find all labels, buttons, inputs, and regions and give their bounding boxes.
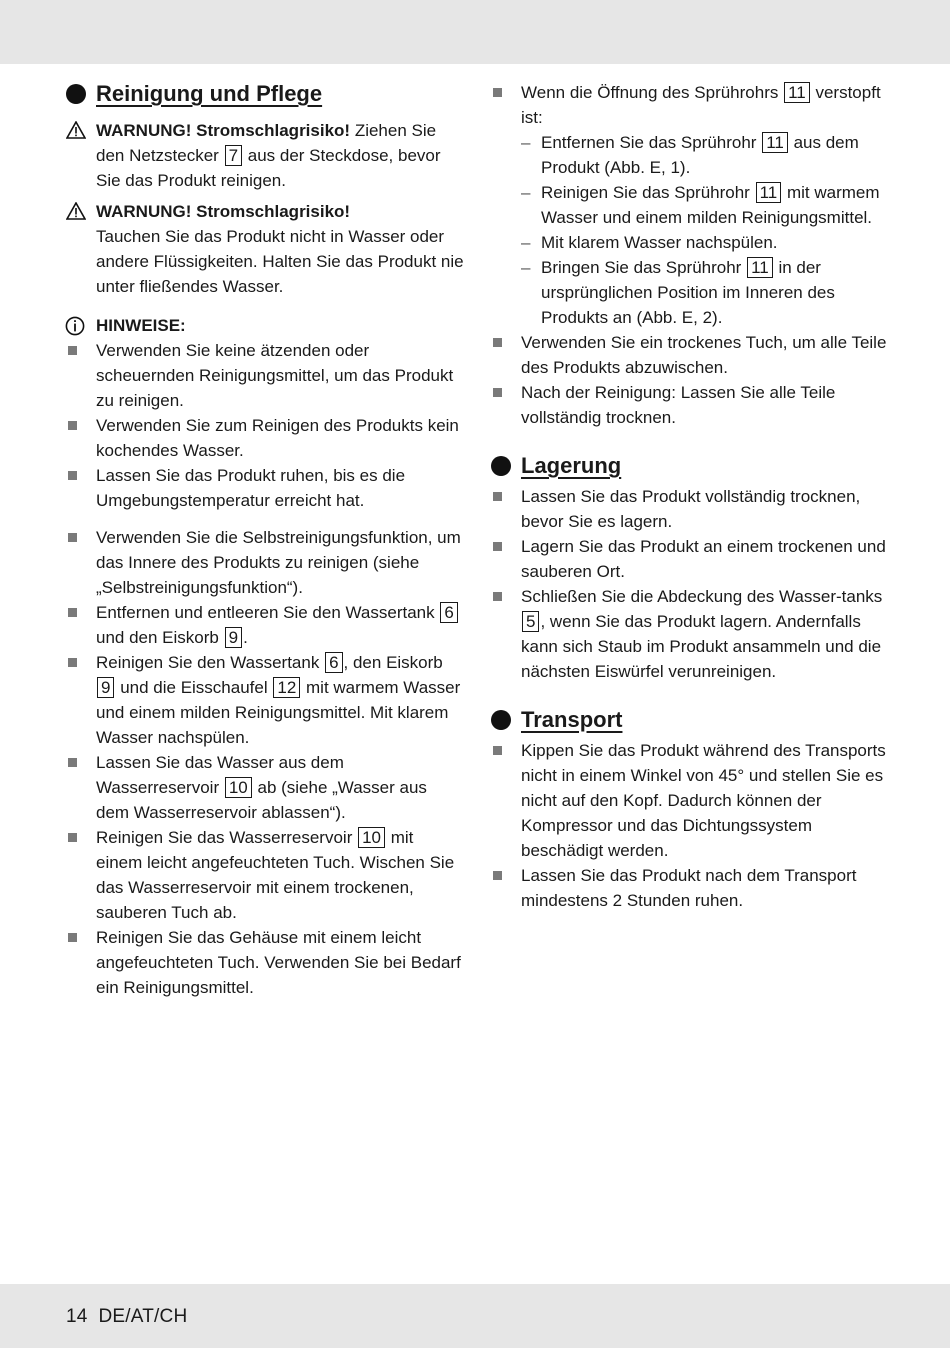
part-number: 12 bbox=[273, 677, 300, 698]
page-number: 14 bbox=[66, 1306, 88, 1327]
part-number: 11 bbox=[747, 257, 773, 278]
part-number: 9 bbox=[225, 627, 242, 648]
part-number: 11 bbox=[756, 182, 782, 203]
list-item: Entfernen und entleeren Sie den Wassertank 6 und den Eiskorb 9 . bbox=[64, 600, 464, 650]
part-number: 5 bbox=[522, 611, 539, 632]
list-item: Verwenden Sie ein trockenes Tuch, um alle Teile des Produkts abzuwischen. bbox=[489, 330, 889, 380]
list-item: Lassen Sie das Produkt nach dem Transport mindestens 2 Stunden ruhen. bbox=[489, 863, 889, 913]
section-title-cleaning: Reinigung und Pflege bbox=[64, 80, 464, 108]
part-number: 6 bbox=[325, 652, 342, 673]
warning-block: WARNUNG! Stromschlagrisiko! Ziehen Sie den Netzstecker 7 aus der Steckdose, bevor Sie das Produkt reinigen. bbox=[64, 118, 464, 193]
part-number: 11 bbox=[784, 82, 810, 103]
cleaning-steps-list-end bbox=[489, 330, 889, 430]
warning-triangle-icon bbox=[66, 202, 86, 220]
sub-list-item: – Bringen Sie das Sprührohr 11 in der ursprünglichen Position im Inneren des Produkts an (Abb. E, 2). bbox=[489, 255, 889, 330]
header-bar bbox=[0, 0, 950, 64]
cleaning-steps-list bbox=[64, 525, 464, 1000]
warning-block: WARNUNG! Stromschlagrisiko! Tauchen Sie das Produkt nicht in Wasser oder andere Flüssigkeiten. Halten Sie das Produkt nie unter fließendes Wasser. bbox=[64, 199, 464, 299]
notes-list bbox=[64, 338, 464, 513]
part-number: 11 bbox=[762, 132, 788, 153]
list-item: Lassen Sie das Wasser aus dem Wasserreservoir 10 ab (siehe „Wasser aus dem Wasserreservoir ablassen“). bbox=[64, 750, 464, 825]
part-number: 6 bbox=[440, 602, 457, 623]
list-item: Nach der Reinigung: Lassen Sie alle Teile vollständig trocknen. bbox=[489, 380, 889, 430]
sub-steps-list bbox=[489, 130, 889, 330]
list-item: Reinigen Sie das Wasserreservoir 10 mit einem leicht angefeuchteten Tuch. Wischen Sie das Wasserreservoir mit einem trockenen, sauberen Tuch ab. bbox=[64, 825, 464, 925]
region-label: DE/AT/CH bbox=[98, 1306, 188, 1327]
list-item: Lassen Sie das Produkt ruhen, bis es die Umgebungstemperatur erreicht hat. bbox=[64, 463, 464, 513]
list-item: Lassen Sie das Produkt vollständig trocknen, bevor Sie es lagern. bbox=[489, 484, 889, 534]
list-item: Verwenden Sie die Selbstreinigungsfunktion, um das Innere des Produkts zu reinigen (siehe „Selbstreinigungsfunktion“). bbox=[64, 525, 464, 600]
list-item: Kippen Sie das Produkt während des Transports nicht in einem Winkel von 45° und stellen Sie es nicht auf den Kopf. Dadurch können der Kompressor und das Dichtungssystem beschädigt werden. bbox=[489, 738, 889, 863]
section-title-storage: Lagerung bbox=[489, 452, 889, 480]
left-column bbox=[64, 80, 464, 1000]
cleaning-steps-list-continued bbox=[489, 80, 889, 130]
section-title-transport: Transport bbox=[489, 706, 889, 734]
bullet-circle-icon bbox=[491, 456, 511, 476]
sub-list-item: – Entfernen Sie das Sprührohr 11 aus dem Produkt (Abb. E, 1). bbox=[489, 130, 889, 180]
right-column bbox=[489, 80, 889, 913]
list-item: Schließen Sie die Abdeckung des Wasser-tanks 5 , wenn Sie das Produkt lagern. Andernfalls kann sich Staub im Produkt ansammeln und die nächsten Eiswürfel verunreinigen. bbox=[489, 584, 889, 684]
page-footer bbox=[66, 1304, 187, 1329]
part-number: 7 bbox=[225, 145, 242, 166]
storage-list bbox=[489, 484, 889, 684]
notes-heading: HINWEISE: bbox=[64, 313, 464, 338]
transport-list bbox=[489, 738, 889, 913]
list-item: Reinigen Sie das Gehäuse mit einem leicht angefeuchteten Tuch. Verwenden Sie bei Bedarf ein Reinigungsmittel. bbox=[64, 925, 464, 1000]
info-icon bbox=[65, 316, 85, 336]
warning-triangle-icon bbox=[66, 121, 86, 139]
list-item: Wenn die Öffnung des Sprührohrs 11 verstopft ist: bbox=[489, 80, 889, 130]
list-item: Verwenden Sie keine ätzenden oder scheuernden Reinigungsmittel, um das Produkt zu reinigen. bbox=[64, 338, 464, 413]
part-number: 10 bbox=[358, 827, 385, 848]
list-item: Reinigen Sie den Wassertank 6 , den Eiskorb 9 und die Eisschaufel 12 mit warmem Wasser und einem milden Reinigungsmittel. Mit klarem Wasser nachspülen. bbox=[64, 650, 464, 750]
sub-list-item: – Reinigen Sie das Sprührohr 11 mit warmem Wasser und einem milden Reinigungsmittel. bbox=[489, 180, 889, 230]
sub-list-item: – Mit klarem Wasser nachspülen. bbox=[489, 230, 889, 255]
list-item: Lagern Sie das Produkt an einem trockenen und sauberen Ort. bbox=[489, 534, 889, 584]
list-item: Verwenden Sie zum Reinigen des Produkts kein kochendes Wasser. bbox=[64, 413, 464, 463]
part-number: 9 bbox=[97, 677, 114, 698]
part-number: 10 bbox=[225, 777, 252, 798]
bullet-circle-icon bbox=[66, 84, 86, 104]
bullet-circle-icon bbox=[491, 710, 511, 730]
